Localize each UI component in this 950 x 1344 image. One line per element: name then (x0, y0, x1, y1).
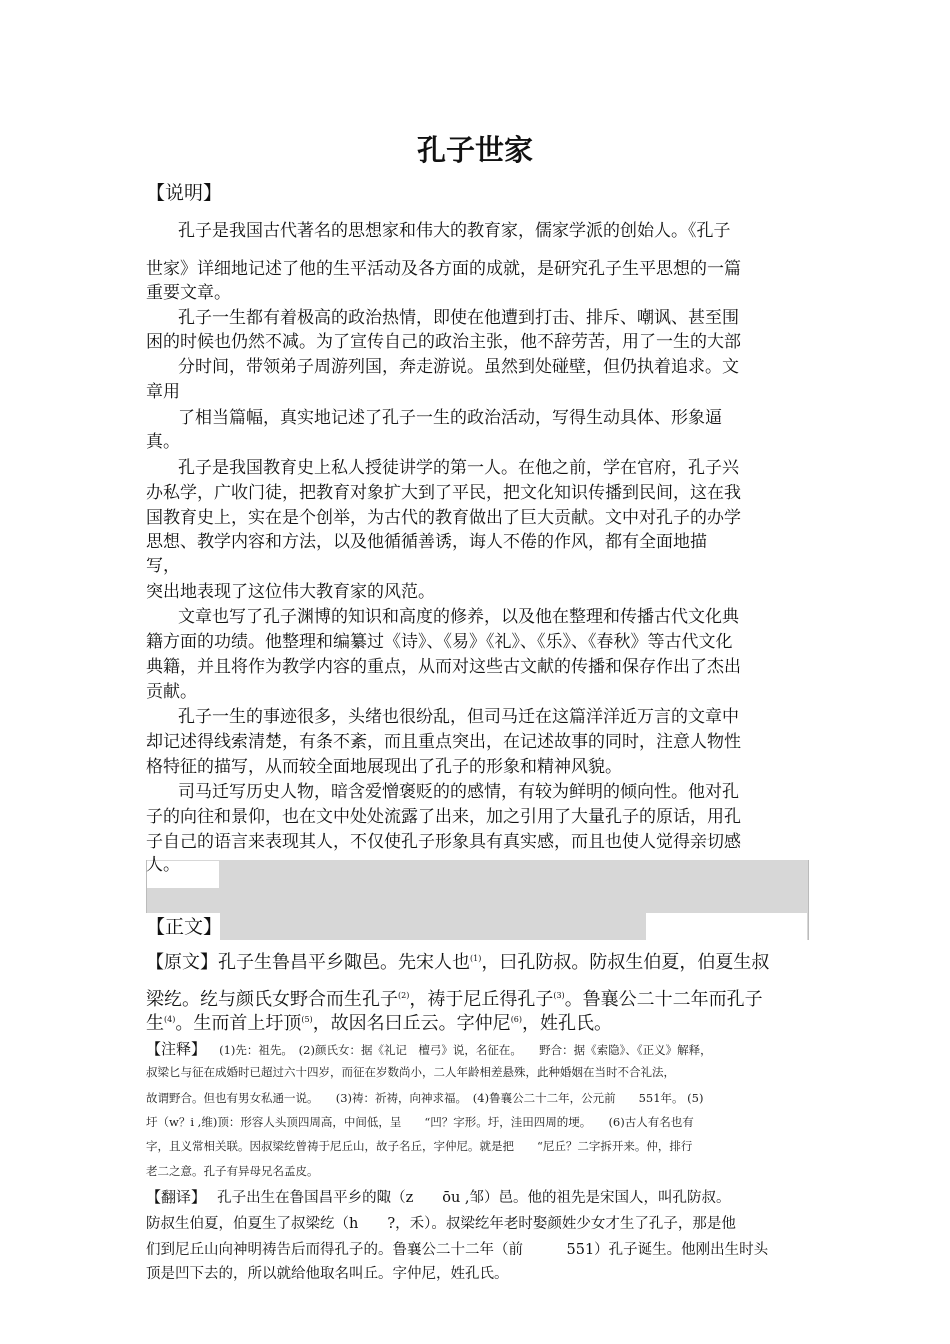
original-line-2 (146, 985, 763, 1011)
explain-line: 子自己的语言来表现其人，不仅使孔子形象具有真实感，而且也使人觉得亲切感 (146, 832, 741, 852)
note-text: 老二之意。孔子有异母兄名孟皮。 (146, 1164, 319, 1178)
note-text: (1)先：祖先。 (2)颜氏女：据《礼记 檀弓》说，名征在。 野合：据《索隐》、《正义》解释， (219, 1043, 712, 1057)
explain-heading: 【说明】 (146, 182, 223, 204)
explain-line: 却记述得线索清楚，有条不紊，而且重点突出，在记述故事的同时，注意人物性 (146, 732, 741, 752)
explain-line: 子的向往和景仰，也在文中处处流露了出来，加之引用了大量孔子的原话，用孔 (146, 807, 741, 827)
explain-line: 章用 (146, 382, 180, 402)
note-text: 字，且义常相关联。因叔梁纥曾祷于尼丘山，故子名丘，字仲尼。就是把 “尼丘？二字拆开来。仲，排行 (146, 1139, 693, 1153)
explain-line: 世家》详细地记述了他的生平活动及各方面的成就，是研究孔子生平思想的一篇 (146, 259, 741, 279)
note-ref: (3) (553, 991, 565, 1000)
explain-line: 贡献。 (146, 682, 197, 702)
note-ref: (6) (510, 1015, 523, 1024)
explain-line: 国教育史上，实在是个创举，为古代的教育做出了巨大贡献。文中对孔子的办学 (146, 508, 741, 528)
explain-line: 突出地表现了这位伟大教育家的风范。 (146, 582, 435, 602)
original-text: 。鲁襄公二十二年而孔子 (564, 989, 763, 1010)
page-title: 孔子世家 (416, 133, 533, 167)
explain-line: 了相当篇幅，真实地记述了孔子一生的政治活动，写得生动具体、形象逼 (178, 408, 722, 428)
notes-heading: 【注释】 (146, 1040, 207, 1058)
note-text: 叔梁匕与征在成婚时已超过六十四岁，而征在岁数尚小，二人年龄相差悬殊，此种婚姻在当时不合礼法， (146, 1065, 675, 1079)
note-ref: (5) (301, 1015, 313, 1024)
original-text: 【原文】孔子生鲁昌平乡陬邑。先宋人也 (146, 952, 470, 973)
explain-line: 孔子一生都有着极高的政治热情，即使在他遭到打击、排斥、嘲讽、甚至围 (178, 308, 739, 328)
note-text: 故谓野合。但也有男女私通一说。 (3)祷：祈祷，向神求福。 (4)鲁襄公二十二年，公元前 551年。 (5) (146, 1091, 704, 1105)
explain-line: 孔子一生的事迹很多，头绪也很纷乱，但司马迁在这篇洋洋近万言的文章中 (178, 707, 739, 727)
explain-line: 办私学，广收门徒，把教育对象扩大到了平民，把文化知识传播到民间，这在我 (146, 483, 741, 503)
explain-line: 重要文章。 (146, 283, 231, 303)
original-text: ，祷于尼丘得孔子 (409, 989, 554, 1010)
explain-line: 真。 (146, 432, 180, 452)
explain-line: 思想、教学内容和方法，以及他循循善诱，诲人不倦的作风，都有全面地描 (146, 532, 707, 552)
explain-line: 困的时候也仍然不减。为了宣传自己的政治主张，他不辞劳苦，用了一生的大部 (146, 332, 741, 352)
explain-line: 分时间，带领弟子周游列国，奔走游说。虽然到处碰壁，但仍执着追求。文 (178, 357, 739, 377)
translation-heading: 【翻译】 (146, 1188, 207, 1206)
translation-text: 顶是凹下去的，所以就给他取名叫丘。字仲尼，姓孔氏。 (146, 1266, 509, 1282)
explain-line: 写， (146, 556, 180, 576)
translation-text: 防叔生伯夏，伯夏生了叔梁纥（h ?，禾）。叔梁纥年老时娶颜姓少女才生了孔子，那是他 (146, 1216, 736, 1232)
note-text: 圩（w？i ,维)顶：形容人头顶四周高，中间低，呈 “凹？字形。圩，洼田四周的埂。 (6)古人有名也有 (146, 1115, 694, 1129)
original-text: 梁纥。纥与颜氏女野合而生孔子 (146, 989, 398, 1010)
translation-text: 们到尼丘山向神明祷告后而得孔子的。鲁襄公二十二年（前 551）孔子诞生。他刚出生时头 (146, 1242, 769, 1258)
note-ref: (1) (470, 954, 482, 963)
translation-text: 孔子出生在鲁国昌平乡的陬（z ōu ,邹）邑。他的祖先是宋国人，叫孔防叔。 (217, 1190, 731, 1206)
original-text: 。生而首上圩顶 (175, 1013, 302, 1034)
explain-line: 司马迁写历史人物，暗含爱憎褒贬的的感情，有较为鲜明的倾向性。他对孔 (178, 782, 739, 802)
explain-line: 格特征的描写，从而较全面地展现出了孔子的形象和精神风貌。 (146, 757, 622, 777)
white-patch (646, 913, 807, 940)
note-ref: (2) (398, 991, 410, 1000)
explain-line: 典籍，并且将作为教学内容的重点，从而对这些古文献的传播和保存作出了杰出 (146, 657, 741, 677)
original-text: ，姓孔氏。 (522, 1013, 613, 1034)
explain-line: 人。 (146, 855, 180, 875)
original-text: 生 (146, 1013, 164, 1034)
original-line-3 (146, 1009, 612, 1035)
explain-line: 孔子是我国教育史上私人授徒讲学的第一人。在他之前，学在官府，孔子兴 (178, 458, 739, 478)
note-ref: (4) (164, 1015, 176, 1024)
notes-line-1 (146, 1038, 712, 1059)
main-heading: 【正文】 (146, 916, 223, 938)
explain-line: 文章也写了孔子渊博的知识和高度的修养，以及他在整理和传播古代文化典 (178, 607, 739, 627)
translation-line-1 (146, 1186, 731, 1207)
original-text: ，故因名曰丘云。字仲尼 (312, 1013, 511, 1034)
original-line-1 (146, 948, 769, 974)
explain-line: 籍方面的功绩。他整理和编纂过《诗》、《易》《礼》、《乐》、《春秋》等古代文化 (146, 632, 733, 652)
original-text: ，曰孔防叔。防叔生伯夏，伯夏生叔 (481, 952, 770, 973)
explain-line: 孔子是我国古代著名的思想家和伟大的教育家，儒家学派的创始人。《孔子 (178, 221, 731, 241)
